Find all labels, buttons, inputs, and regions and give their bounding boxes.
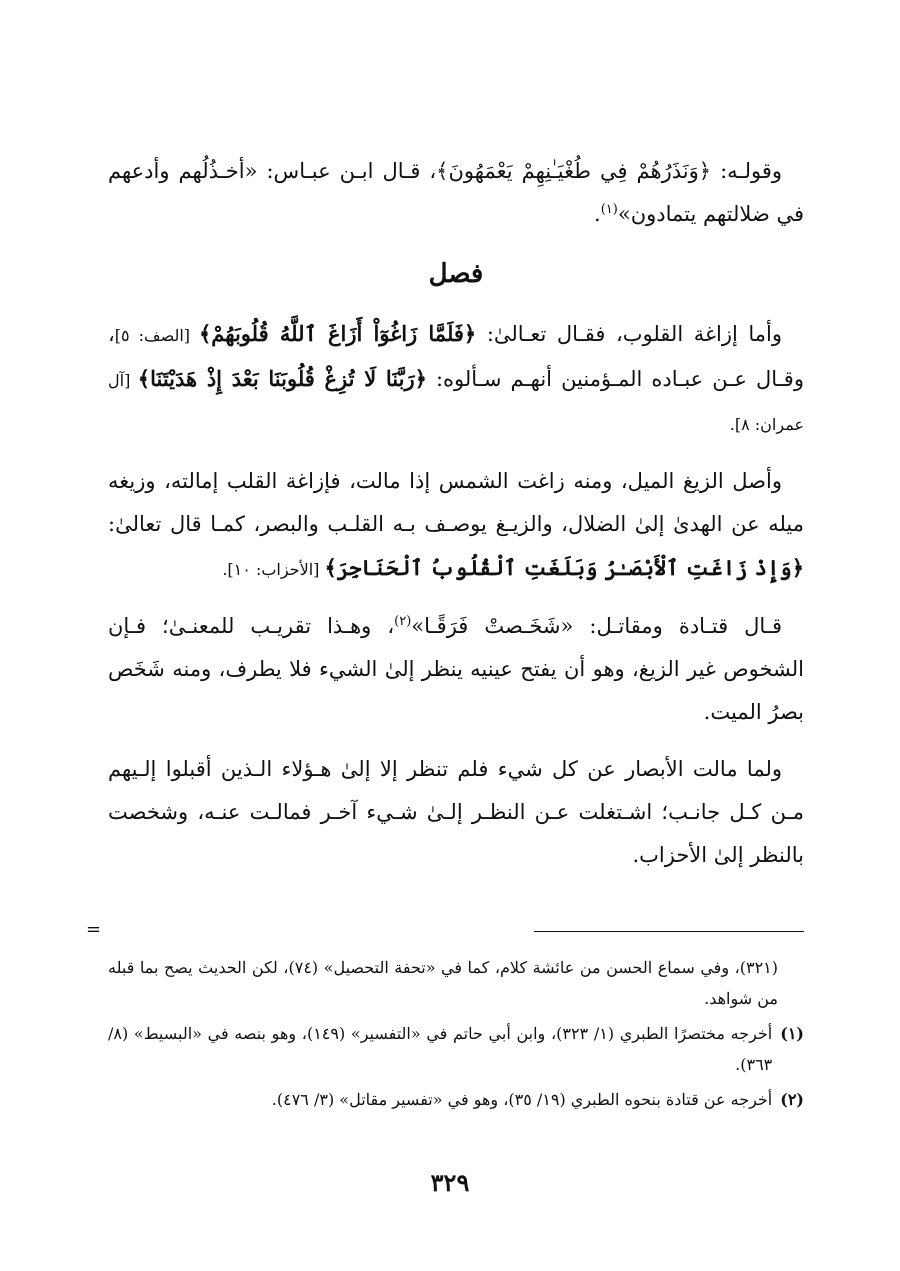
footnote-item bbox=[108, 1018, 804, 1080]
footnote-number: (١) bbox=[780, 1024, 804, 1043]
quran-verse-1: ﴿فَلَمَّا زَاغُوٓاْ أَزَاغَ ٱللَّهُ قُلُوبَهُمْ﴾ bbox=[199, 321, 477, 346]
main-text bbox=[108, 150, 804, 891]
paragraph-1 bbox=[108, 150, 804, 236]
footnote-ref-1[interactable]: (١) bbox=[600, 202, 618, 217]
footnote-rule bbox=[534, 931, 804, 932]
section-heading: فصل bbox=[428, 259, 484, 289]
quran-verse-2: ﴿رَبَّنَا لَا تُزِغْ قُلُوبَنَا بَعْدَ إِذْ هَدَيْتَنَا﴾ bbox=[137, 366, 427, 391]
paragraph-3-text: وأصل الزيغ الميل، ومنه زاغت الشمس إذا مالت، فإزاغة القلب إمالته، وزيغه ميله عن الهدىٰ إلىٰ الضلال، والزيـغ يوصـف بـه القلـب والبصر، كمـا قال تعالىٰ: bbox=[108, 469, 804, 536]
verse-reference-1: [الصف: ٥] bbox=[114, 326, 199, 345]
quran-verse-3: ﴿وَإِذْ زَاغَتِ ٱلْأَبْصَـٰرُ وَبَلَغَتِ ٱلْقُلُوبُ ٱلْحَنَاجِرَ﴾ bbox=[324, 555, 804, 580]
footnotes bbox=[108, 952, 804, 1119]
footnote-text: أخرجه عن قتادة بنحوه الطبري (١٩/ ٣٥)، وهو في «تفسير مقاتل» (٣/ ٤٧٦). bbox=[271, 1090, 773, 1109]
paragraph-5: ولما مالت الأبصار عن كل شيء فلم تنظر إلا إلىٰ هـؤلاء الـذين أقبلوا إلـيهم مـن كـل جانـب؛ اشـتغلت عـن النظـر إلـىٰ شـيء آخـر فمالـت عنـه، وشخصت بالنظر إلىٰ الأحزاب. bbox=[108, 757, 804, 867]
paragraph-2-text-a: وأما إزاغة القلوب، فقـال تعـالىٰ: bbox=[476, 322, 783, 346]
paragraph-1-text: وقولـه: ﴿وَنَذَرُهُمْ فِي طُغْيَـٰنِهِمْ يَعْمَهُونَ﴾، قـال ابـن عبـاس: «أخـذُلُهم وأدعهم في ضلالتهم يتمادون» bbox=[108, 159, 804, 226]
verse-reference-2: [آل عمران: ٨]. bbox=[108, 371, 804, 434]
paragraph-1-tail: . bbox=[594, 202, 601, 226]
footnote-text: أخرجه مختصرًا الطبري (١/ ٣٢٣)، وابن أبي حاتم في «التفسير» (١٤٩)، وهو بنصه في «البسيط» (٨/ ٣٦٣). bbox=[108, 1024, 773, 1074]
footnote-ref-2[interactable]: (٢) bbox=[394, 614, 412, 629]
footnote-continuation-mark: = bbox=[86, 919, 102, 940]
verse-reference-3: [الأحزاب: ١٠]. bbox=[222, 560, 325, 579]
footnote-separator bbox=[86, 919, 804, 945]
paragraph-2-text-b: ، وقـال عـن عبـاده المـؤمنين أنهـم سـألوه: bbox=[108, 322, 804, 391]
paragraph-2 bbox=[108, 312, 804, 446]
paragraph-4-text-a: قـال قتـادة ومقاتـل: «شَخَـصتْ فَرَقًـا» bbox=[411, 614, 782, 638]
footnote-continuation-text: (٣٢١)، وفي سماع الحسن من عائشة كلام، كما في «تحفة التحصيل» (٧٤)، لكن الحديث يصح بما قبله من شواهد. bbox=[108, 958, 778, 1008]
paragraph-3 bbox=[108, 460, 804, 591]
footnote-number: (٢) bbox=[780, 1090, 804, 1109]
footnote-continuation bbox=[108, 952, 804, 1014]
paragraph-4 bbox=[108, 605, 804, 734]
footnote-item bbox=[108, 1084, 804, 1115]
page-number: ٣٢٩ bbox=[430, 1168, 470, 1197]
paragraph-4-text-b: ، وهـذا تقريـب للمعنـىٰ؛ فـإن الشخوص غير الزيغ، وهو أن يفتح عينيه ينظر إلىٰ الشيء فلا يطرف، ومنه شَخَص بصرُ الميت. bbox=[108, 614, 804, 724]
